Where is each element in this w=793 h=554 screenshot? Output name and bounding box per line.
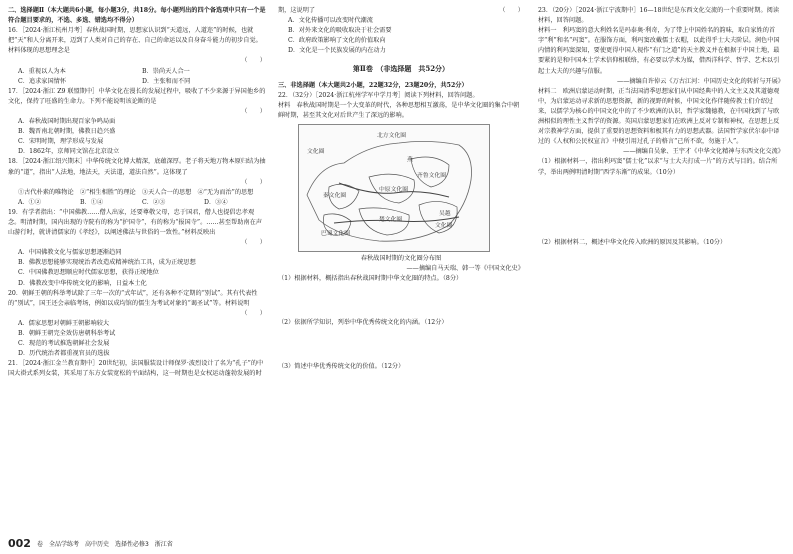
culture-map bbox=[298, 124, 490, 252]
question-18-items: ①古代朴素的唯物论 ②“相生相胜”的理论 ③天人合一的思想 ④“无为而治”的思想 bbox=[18, 188, 254, 196]
question-23: 23．（20分）［2024·浙江宁波期中］16—18世纪是东西文化交流的一个重要时期。阅读材料，回答问题。 bbox=[538, 7, 780, 25]
subquestion-1: （1）根据材料，概括指出春秋战国时期中华文化圈的特点。（8分） bbox=[278, 275, 463, 283]
question-21: 21．［2024·浙江金兰教育期中］20世纪初，法国服装设计师保罗·波烈设计了名为“孔子”的中国大褂式系列女装，其采用了东方女装宽松的平面结构，这一时期也是女权运动蓬勃发展的时 bbox=[8, 360, 264, 378]
part-2-title: 第Ⅱ卷 （非选择题 共52分） bbox=[352, 64, 450, 74]
map-label: 秦文化圈 bbox=[323, 192, 347, 199]
option-d[interactable]: D．1862年，京师同文馆在北京设立 bbox=[18, 148, 120, 156]
question-21-continued bbox=[278, 6, 524, 16]
map-label: 楚文化圈 bbox=[379, 216, 403, 223]
section-2-heading: 二、选择题Ⅱ（本大题共6小题，每小题3分，共18分。每小题列出的四个备选项中只有一个是符合题目要求的，不选、多选、错选均不得分） bbox=[8, 7, 266, 25]
option-b[interactable]: B．①④ bbox=[80, 198, 104, 206]
answer-space[interactable] bbox=[278, 284, 524, 318]
subquestion-1: （1）根据材料一，指出利玛窦“儒士化”以求“与士大夫打成一片”的方式与目的。结合所学，举出两例明清时期“西学东渐”的成果。（10分） bbox=[538, 158, 778, 176]
option-c[interactable]: C．②③ bbox=[142, 198, 166, 206]
option-b[interactable]: B．对外来文化的吸收取决于社会需要 bbox=[288, 27, 392, 35]
option-d[interactable]: D．主张和而不同 bbox=[142, 77, 191, 85]
column-right bbox=[538, 6, 784, 248]
map-label: 燕 bbox=[407, 156, 413, 163]
column-left bbox=[8, 6, 266, 379]
material-2: 材料二 欧洲启蒙运动时期，正当法国清季思想家们从中国经典中的人文主义及其道德观中，为启蒙运动寻求新的思想资源，新的视野的时候，中国文化作伴随传教士们介绍过来，以儒学为核心的中国文化中的了不少欧洲的认识，哲学家魏德教，在中国找到了与欧洲相似的理性主义哲学的资源。英国启蒙思想家们在欧洲上反对专制和神权，在思想上反对宗教神学方面，提供了重要的思想资料和极其有力的思想武器。法国哲学家伏尔泰中译过的《人权和公民权宣言》中便引用过孔子的格言“己所不欲，勿施于人”。 bbox=[538, 87, 780, 146]
option-b[interactable]: B．崇尚天人合一 bbox=[142, 67, 190, 75]
material-1: 材料一 利玛窦的意大利姓名是玛泰奥·利奇，为了带上中国姓名的韵味，取自家姓的首字“利”和名“玛窦”。在服饰方面，利玛窦改戴儒士衣帽，以此得乎士大夫阶层。润色中国内情的利玛窦深知，要使更得中国人视作“有门之道”的天主教义并在根据于中国土地，最要紧的是和中国本土学术信仰相联络，有必要以学术为媒，借西洋科学、哲学、艺术以引起士大夫的兴趣与信服。 bbox=[538, 27, 780, 75]
material-1-source: ——摘编自许倬云《万古江河：中国历史文化的转折与开展》 bbox=[616, 77, 784, 85]
option-c[interactable]: C．中国佛教思想顺应时代儒家思想，获得正统地位 bbox=[18, 269, 159, 277]
options-16b bbox=[8, 77, 266, 87]
option-c[interactable]: C．现范的考试推选朝鲜社会发展 bbox=[18, 340, 110, 348]
option-a[interactable]: A．中国佛教文化与儒家思想逐渐趋同 bbox=[18, 249, 122, 257]
option-c[interactable]: C．宋明时期，理学形成与发展 bbox=[18, 138, 104, 146]
option-b[interactable]: B．朝鲜王朝完全效仿唐朝科举考试 bbox=[18, 330, 116, 337]
option-a[interactable]: A．①② bbox=[18, 198, 42, 206]
option-a[interactable]: A．儒家思想对朝鲜王朝影响较大 bbox=[18, 319, 110, 327]
answer-paren: （ ） bbox=[499, 7, 524, 14]
option-d[interactable]: D．③④ bbox=[204, 198, 228, 206]
option-d[interactable]: D．佛教改变中华传统文化的影响，日益本土化 bbox=[18, 279, 147, 287]
option-a[interactable]: A．文化传播可以改变时代潮流 bbox=[288, 17, 373, 25]
option-b[interactable]: B．佛教思想能够实现统治者改造成精神统治工具，成为正统思想 bbox=[18, 259, 196, 267]
question-16: 16．［2024·浙江杭州月考］春秋战国时期，思想家认识到“天道远，人道迩”的时候，也就把“天”和人分离开来，迈到了人类对自己的存在、自己的命运以及自身奋斗能力的初步自觉。材料体现的思想理念是 bbox=[8, 27, 262, 55]
answer-paren: （ ） bbox=[241, 178, 266, 186]
section-3-heading: 三、非选择题（本大题共2小题，22题32分，23题20分，共52分） bbox=[278, 81, 468, 89]
answer-paren: （ ） bbox=[241, 107, 266, 115]
footer-text: 卷 全品学练考 高中历史 选择性必修3 浙江省 bbox=[36, 541, 173, 548]
answer-paren: （ ） bbox=[241, 309, 266, 317]
map-source: ——摘编自马天瑞、韩一等《中国文化史》 bbox=[406, 265, 524, 273]
map-label: 北方文化圈 bbox=[377, 132, 406, 139]
subquestion-2: （2）根据材料二，概述中华文化传入欧洲的原因及其影响。（10分） bbox=[538, 238, 727, 246]
answer-paren: （ ） bbox=[241, 57, 266, 65]
option-d[interactable]: D．文化是一个民族发展的内在动力 bbox=[288, 47, 386, 55]
options-18 bbox=[8, 198, 266, 208]
answer-space[interactable] bbox=[278, 328, 524, 362]
page-number: 002 bbox=[8, 537, 31, 550]
question-17: 17．［2024·浙江 Z9 联盟期中］中华文化在漫长的发展过程中，吸收了不少来源于异国他乡的文化，保持了旺盛的生命力。下列不能说明该论断的是 bbox=[8, 87, 266, 105]
page-footer bbox=[8, 537, 173, 550]
map-label: 文化圈 bbox=[435, 222, 453, 229]
map-label: 中原文化圈 bbox=[379, 186, 408, 193]
map-label: 齐鲁文化圈 bbox=[417, 172, 446, 179]
question-18: 18．［2024·浙江绍兴期末］中华传统文化博大精深，底蕴深厚。老子将天地万物本原归结为抽象的“道”，指出“人法地，地法天，天法道，道法自然”。这体现了 bbox=[8, 158, 266, 176]
option-a[interactable]: A．春秋战国时期出现百家争鸣局面 bbox=[18, 118, 116, 126]
question-19: 19．有学者指出：“中国佛教……僧人出家，还要尊敬父母，忠于国君，僧人也提倡忠孝观念。明清时期，国内出现的寺院有的称为“护国寺”，有的称为“报国寺”。……甚至帮助南在声山游行时，就讲清儒家的《孝经》，以阐述佛法与世俗的一致性。”材料反映出 bbox=[8, 208, 262, 237]
question-22-material: 材料 春秋战国时期是一个大变革的时代，各种思想相互激荡，是中华文化圈的集合中朝鲜时期，甚至其文化对后世产生了深远的影响。 bbox=[278, 101, 520, 119]
subquestion-2: （2）依据所学知识，列举中华优秀传统文化的内涵。（12分） bbox=[278, 319, 448, 327]
option-c[interactable]: C．追求家国情怀 bbox=[18, 77, 67, 85]
option-a[interactable]: A．重视以人为本 bbox=[18, 67, 66, 75]
question-20: 20．朝鲜王朝的科举考试除了三年一次的“式年试”，还有各种不定期的“别试”。其有代表性的“别试”，国王还会亲临考场，例如以成均馆的儒生为考试对象的“谒圣试”等。材料说明 bbox=[8, 289, 258, 307]
question-22: 22．（32分）［2024·浙江杭州学军中学月考］阅读下列材料，回答问题。 bbox=[278, 91, 479, 99]
subquestion-3: （3）简述中华优秀传统文化的价值。（12分） bbox=[278, 363, 405, 371]
options-16 bbox=[8, 67, 266, 77]
option-c[interactable]: C．政府政策影响了文化的价值取向 bbox=[288, 37, 386, 45]
option-d[interactable]: D．历代统治者都重视官员的选拔 bbox=[18, 350, 110, 358]
question-21-tail: 期，这说明了 bbox=[278, 7, 316, 14]
answer-space[interactable] bbox=[538, 178, 784, 238]
map-label: 文化圈 bbox=[307, 148, 325, 155]
answer-paren: （ ） bbox=[241, 239, 266, 247]
material-2-source: ——摘编自吴象、王宇才《中华文化精神与东西文化交流》 bbox=[623, 148, 784, 156]
map-label: 吴越 bbox=[439, 210, 451, 217]
column-middle bbox=[278, 6, 524, 372]
map-label: 巴蜀文化圈 bbox=[321, 230, 350, 237]
option-b[interactable]: B．魏晋南北朝时期，佛教日趋兴盛 bbox=[18, 128, 116, 136]
map-caption: 春秋战国时期的文化圈分布图 bbox=[360, 254, 442, 262]
